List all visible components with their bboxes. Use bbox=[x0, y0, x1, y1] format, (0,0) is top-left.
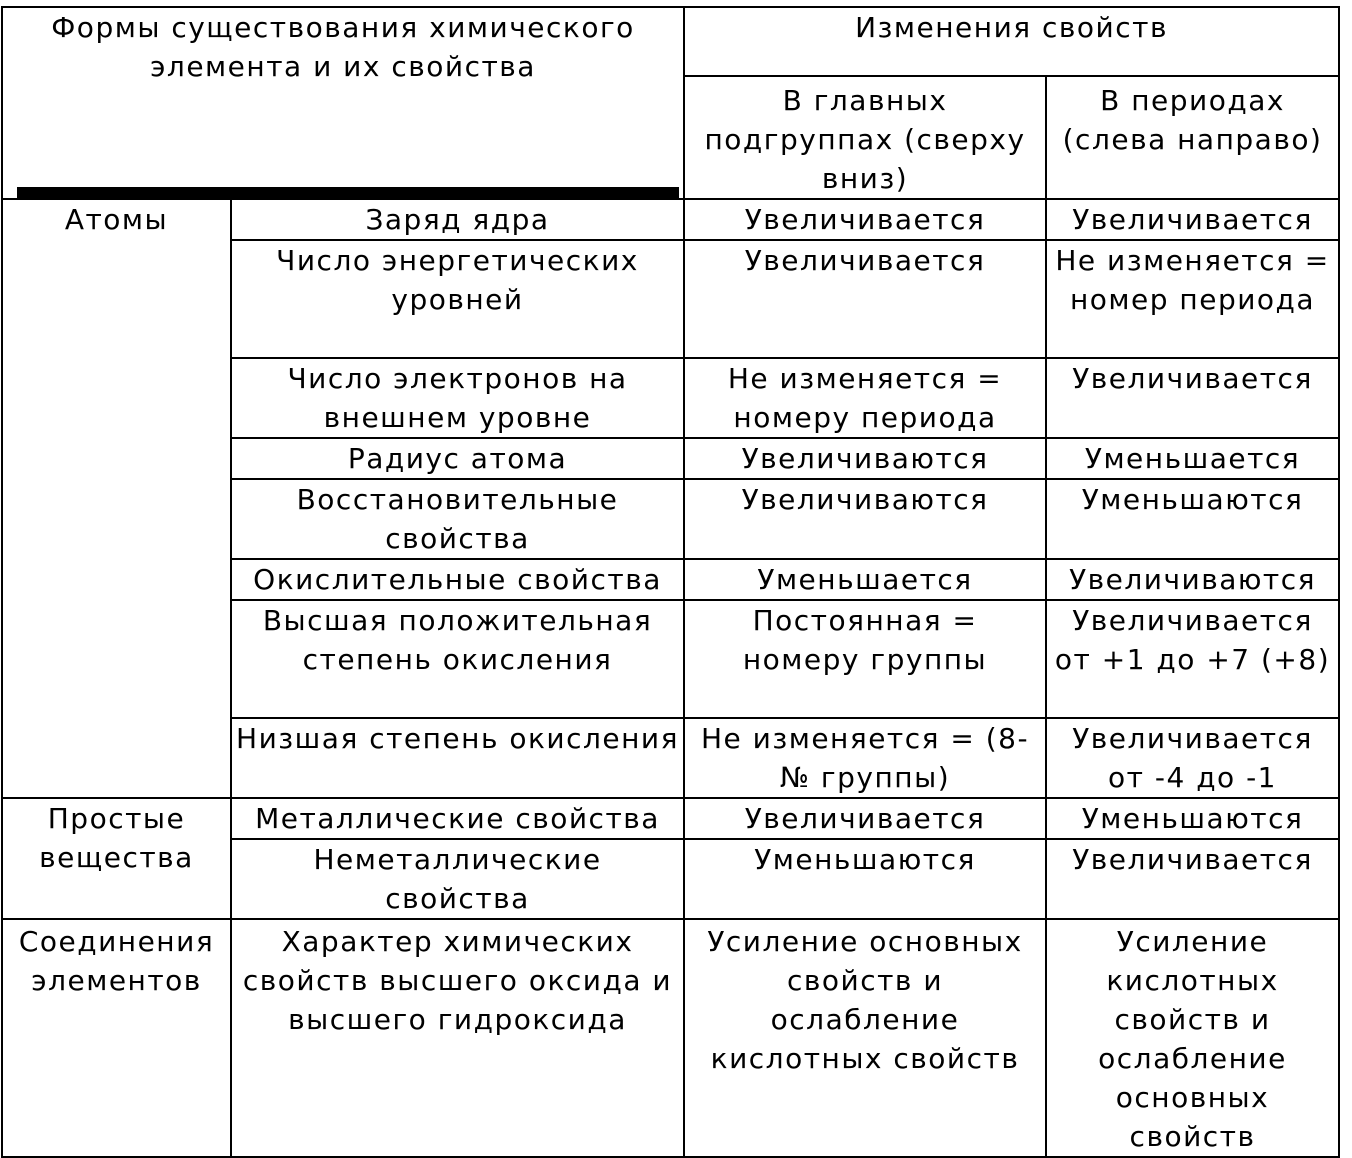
subgroups-cell: Увеличивается bbox=[684, 798, 1046, 839]
header-main-subgroups: В главных подгруппах (сверху вниз) bbox=[684, 76, 1046, 199]
subgroups-cell: Уменьшается bbox=[684, 559, 1046, 600]
group-atoms: Атомы bbox=[2, 199, 231, 798]
periods-cell: Увеличивается от -4 до -1 bbox=[1046, 718, 1339, 798]
header-divider-bar bbox=[17, 187, 679, 198]
periods-cell: Усиление кислотных свойств и ослабление основных свойств bbox=[1046, 919, 1339, 1157]
property-cell: Число электронов на внешнем уровне bbox=[231, 358, 684, 438]
periods-cell: Уменьшаются bbox=[1046, 798, 1339, 839]
subgroups-cell: Увеличивается bbox=[684, 199, 1046, 240]
property-cell: Восстановительные свойства bbox=[231, 479, 684, 559]
property-cell: Высшая положительная степень окисления bbox=[231, 600, 684, 718]
subgroups-cell: Не изменяется = номеру периода bbox=[684, 358, 1046, 438]
periods-cell: Уменьшается bbox=[1046, 438, 1339, 479]
header-forms-cell bbox=[2, 7, 684, 199]
periods-cell: Уменьшаются bbox=[1046, 479, 1339, 559]
property-cell: Радиус атома bbox=[231, 438, 684, 479]
periods-cell: Увеличивается bbox=[1046, 199, 1339, 240]
property-cell: Окислительные свойства bbox=[231, 559, 684, 600]
subgroups-cell: Постоянная = номеру группы bbox=[684, 600, 1046, 718]
header-forms: Формы существования химического элемента и их свойства bbox=[51, 11, 635, 83]
subgroups-cell: Не изменяется = (8-№ группы) bbox=[684, 718, 1046, 798]
periods-cell: Увеличивается bbox=[1046, 839, 1339, 919]
group-compounds: Соединения элементов bbox=[2, 919, 231, 1157]
periods-cell: Увеличивается bbox=[1046, 358, 1339, 438]
subgroups-cell: Уменьшаются bbox=[684, 839, 1046, 919]
property-cell: Неметаллические свойства bbox=[231, 839, 684, 919]
group-simple-substances: Простые вещества bbox=[2, 798, 231, 919]
property-cell: Характер химических свойств высшего оксида и высшего гидроксида bbox=[231, 919, 684, 1157]
periods-cell: Не изменяется = номер периода bbox=[1046, 240, 1339, 358]
header-changes: Изменения свойств bbox=[684, 7, 1339, 76]
subgroups-cell: Увеличивается bbox=[684, 240, 1046, 358]
properties-table bbox=[1, 6, 1340, 1158]
subgroups-cell: Увеличиваются bbox=[684, 479, 1046, 559]
periods-cell: Увеличиваются bbox=[1046, 559, 1339, 600]
property-cell: Заряд ядра bbox=[231, 199, 684, 240]
periods-cell: Увеличивается от +1 до +7 (+8) bbox=[1046, 600, 1339, 718]
subgroups-cell: Усиление основных свойств и ослабление кислотных свойств bbox=[684, 919, 1046, 1157]
subgroups-cell: Увеличиваются bbox=[684, 438, 1046, 479]
property-cell: Низшая степень окисления bbox=[231, 718, 684, 798]
property-cell: Число энергетических уровней bbox=[231, 240, 684, 358]
property-cell: Металлические свойства bbox=[231, 798, 684, 839]
header-periods: В периодах (слева направо) bbox=[1046, 76, 1339, 199]
